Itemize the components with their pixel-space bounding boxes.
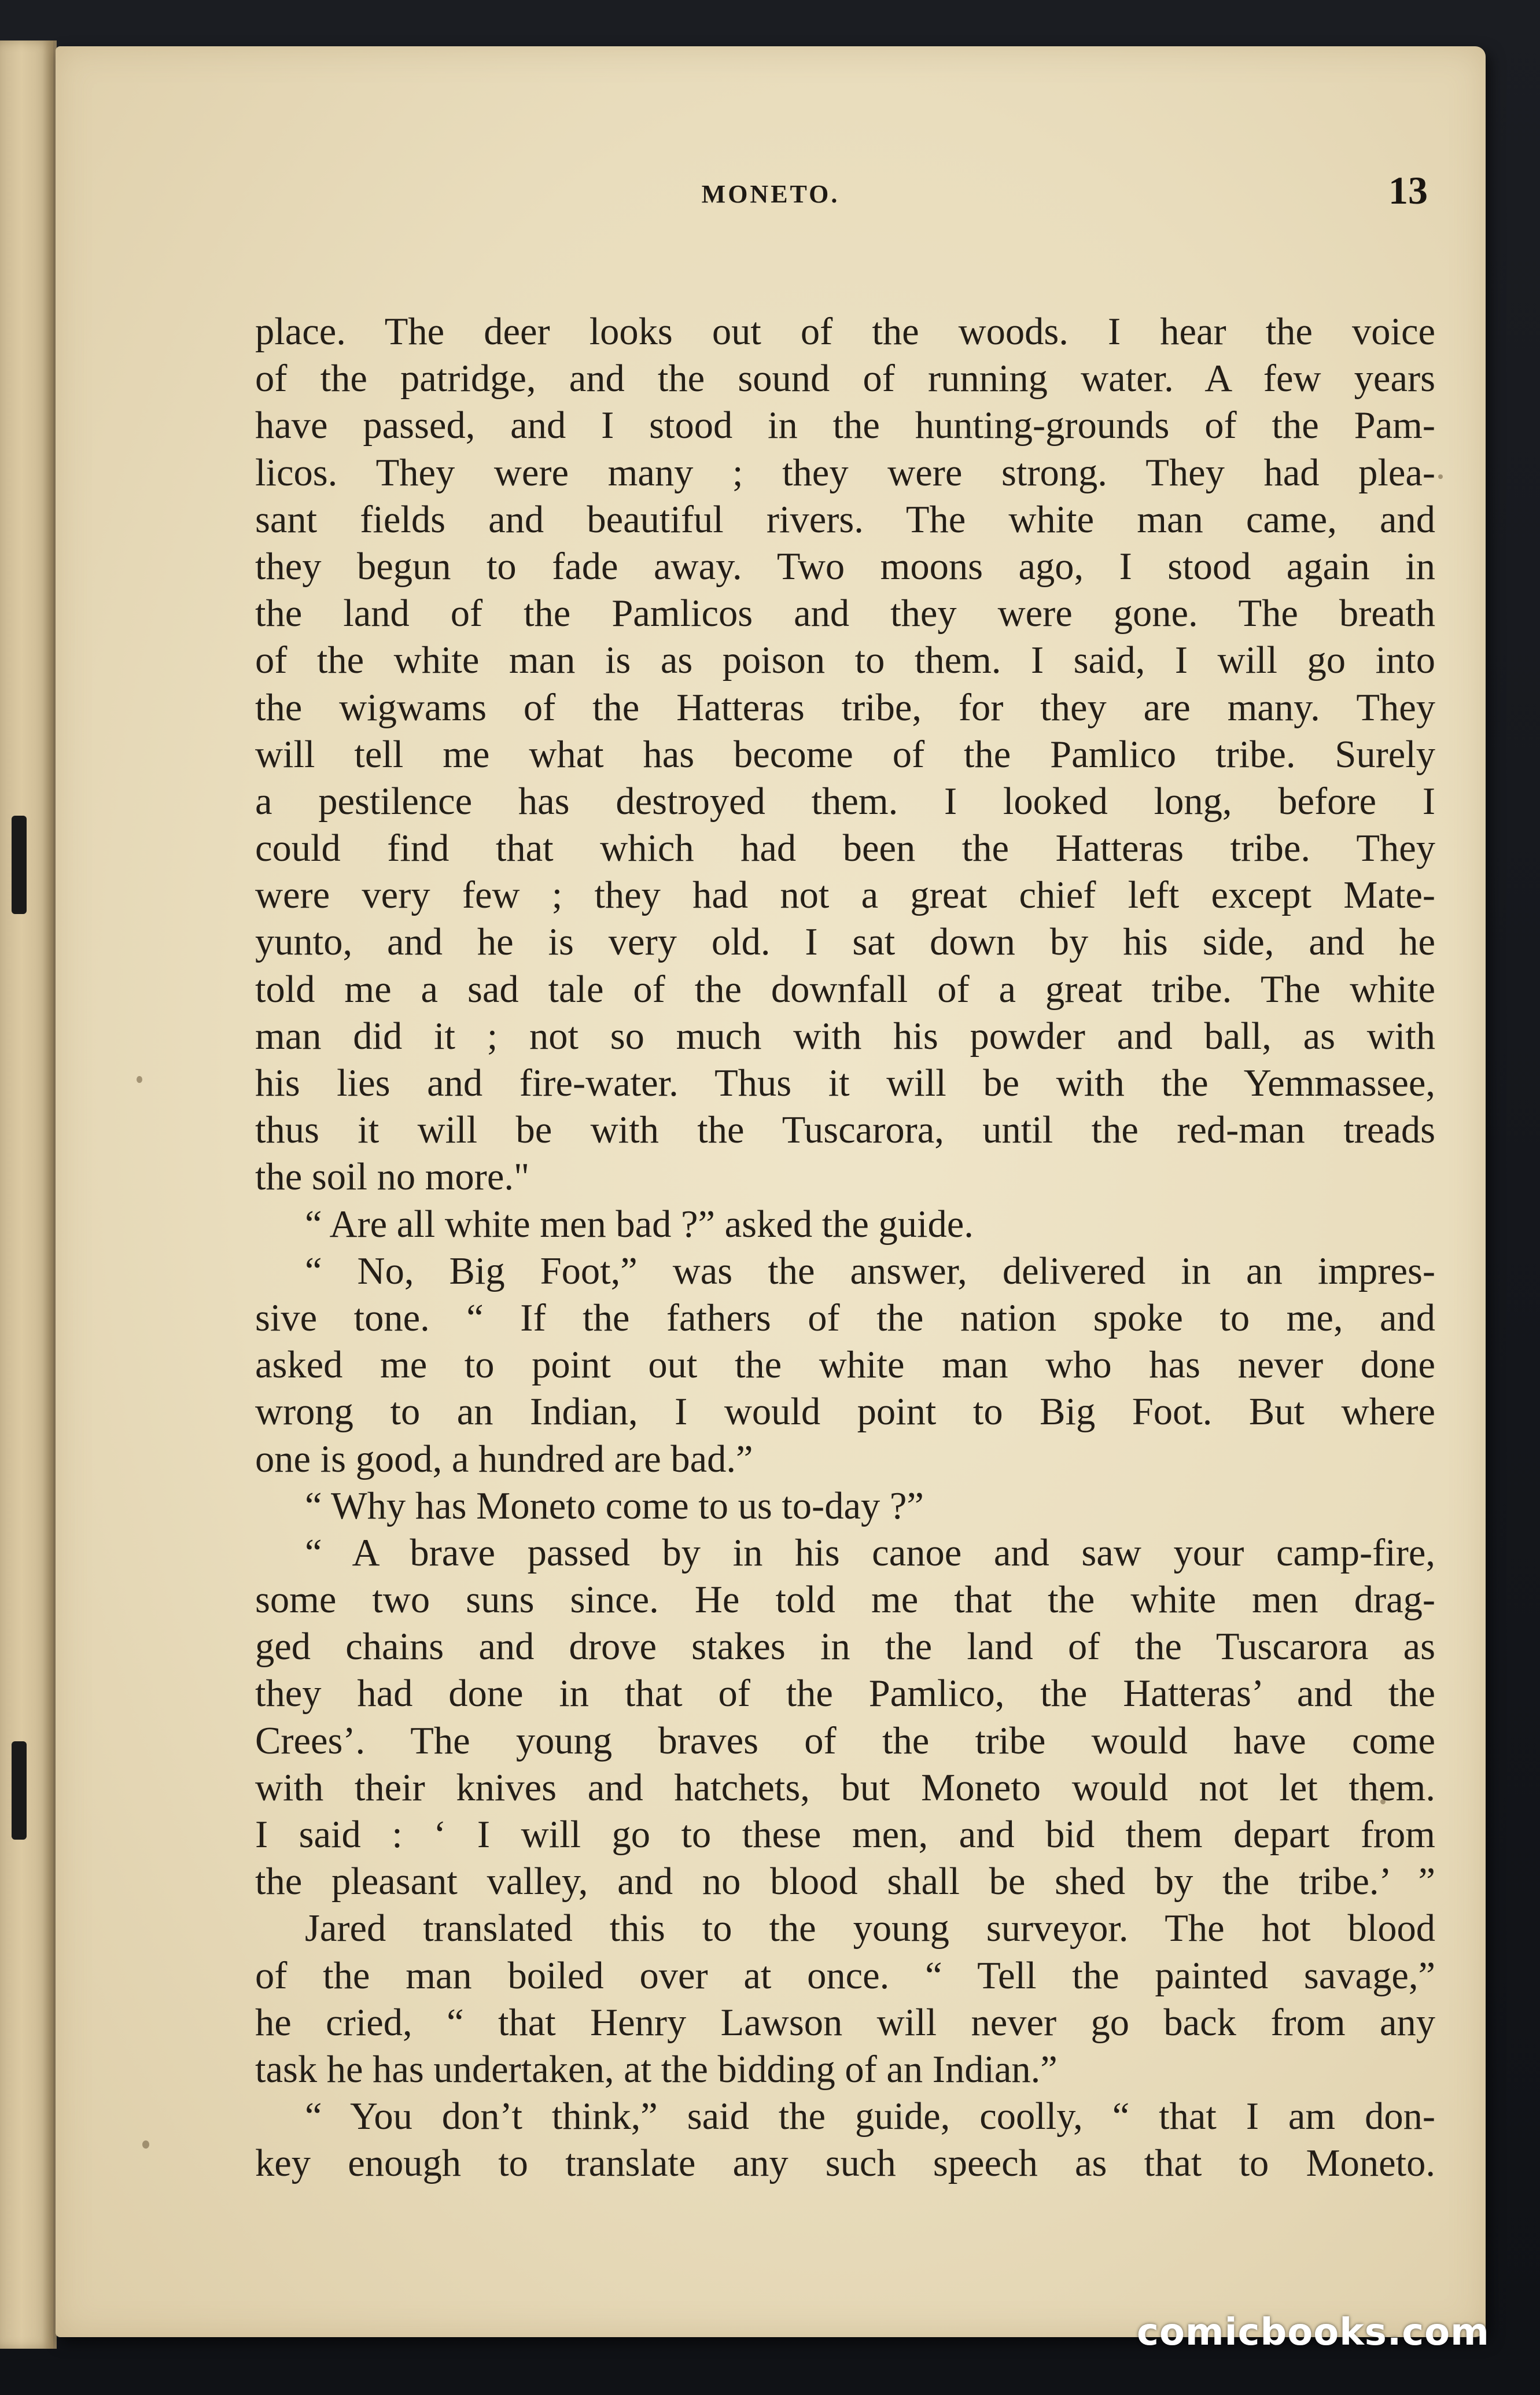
- text-line: Jared translated this to the young surveyor. The hot blood: [305, 1907, 1435, 1950]
- text-line: a pestilence has destroyed them. I looked long, before I: [255, 780, 1435, 823]
- text-line: key enough to translate any such speech as that to Moneto.: [255, 2142, 1435, 2185]
- text-line: “ A brave passed by in his canoe and saw your camp-fire,: [305, 1531, 1435, 1574]
- text-line: of the white man is as poison to them. I said, I will go into: [255, 639, 1435, 682]
- text-line: told me a sad tale of the downfall of a great tribe. The white: [255, 968, 1435, 1011]
- text-line: I said : ‘ I will go to these men, and bid them depart from: [255, 1814, 1435, 1856]
- text-line: the land of the Pamlicos and they were gone. The breath: [255, 592, 1435, 635]
- running-title: MONETO.: [701, 180, 840, 208]
- paper-speck: [137, 1076, 142, 1083]
- text-line: man did it ; not so much with his powder and ball, as with: [255, 1015, 1435, 1058]
- text-line: licos. They were many ; they were strong. They had plea-: [255, 451, 1435, 494]
- text-line: “ Are all white men bad ?” asked the guide.: [305, 1203, 974, 1246]
- text-line: the wigwams of the Hatteras tribe, for they are many. They: [255, 686, 1435, 729]
- text-line: he cried, “ that Henry Lawson will never go back from any: [255, 2001, 1435, 2044]
- text-line: “ You don’t think,” said the guide, coolly, “ that I am don-: [305, 2095, 1435, 2138]
- book-page: [56, 46, 1486, 2337]
- text-line: the soil no more.": [255, 1156, 530, 1199]
- text-line: “ Why has Moneto come to us to-day ?”: [305, 1484, 924, 1527]
- text-line: task he has undertaken, at the bidding of an Indian.”: [255, 2048, 1058, 2091]
- text-line: the pleasant valley, and no blood shall be shed by the tribe.’ ”: [255, 1860, 1435, 1903]
- text-line: they begun to fade away. Two moons ago, I stood again in: [255, 545, 1435, 588]
- text-line: were very few ; they had not a great chief left except Mate-: [255, 874, 1435, 917]
- text-line: wrong to an Indian, I would point to Big Foot. But where: [255, 1391, 1435, 1434]
- site-watermark: comicbooks.com: [1137, 2311, 1490, 2354]
- text-line: ged chains and drove stakes in the land of the Tuscarora as: [255, 1626, 1435, 1668]
- text-line: sive tone. “ If the fathers of the nation spoke to me, and: [255, 1296, 1435, 1339]
- text-line: have passed, and I stood in the hunting-grounds of the Pam-: [255, 404, 1435, 447]
- text-line: place. The deer looks out of the woods. I hear the voice: [255, 311, 1435, 353]
- text-line: they had done in that of the Pamlico, the Hatteras’ and the: [255, 1672, 1435, 1715]
- text-line: some two suns since. He told me that the white men drag-: [255, 1579, 1435, 1622]
- binding-staple: [12, 816, 27, 914]
- text-line: his lies and fire-water. Thus it will be with the Yemmassee,: [255, 1062, 1435, 1104]
- text-line: could find that which had been the Hatteras tribe. They: [255, 827, 1435, 870]
- text-line: of the man boiled over at once. “ Tell the painted savage,”: [255, 1954, 1435, 1997]
- text-line: Crees’. The young braves of the tribe would have come: [255, 1719, 1435, 1762]
- page-number: 13: [1388, 168, 1428, 212]
- paper-speck: [142, 2140, 149, 2149]
- paper-speck: [1438, 474, 1443, 479]
- text-line: asked me to point out the white man who has never done: [255, 1344, 1435, 1387]
- binding-staple: [12, 1741, 27, 1840]
- running-head: [56, 168, 1486, 231]
- book-spine-fold: [0, 40, 57, 2349]
- text-line: will tell me what has become of the Pamlico tribe. Surely: [255, 733, 1435, 776]
- text-line: one is good, a hundred are bad.”: [255, 1438, 753, 1480]
- text-line: yunto, and he is very old. I sat down by his side, and he: [255, 921, 1435, 964]
- text-line: sant fields and beautiful rivers. The white man came, and: [255, 498, 1435, 541]
- body-text: [255, 308, 1435, 2187]
- text-line: with their knives and hatchets, but Moneto would not let them.: [255, 1766, 1435, 1809]
- text-line: of the patridge, and the sound of running water. A few years: [255, 358, 1435, 400]
- text-line: “ No, Big Foot,” was the answer, delivered in an impres-: [305, 1250, 1435, 1292]
- text-line: thus it will be with the Tuscarora, until the red-man treads: [255, 1109, 1435, 1152]
